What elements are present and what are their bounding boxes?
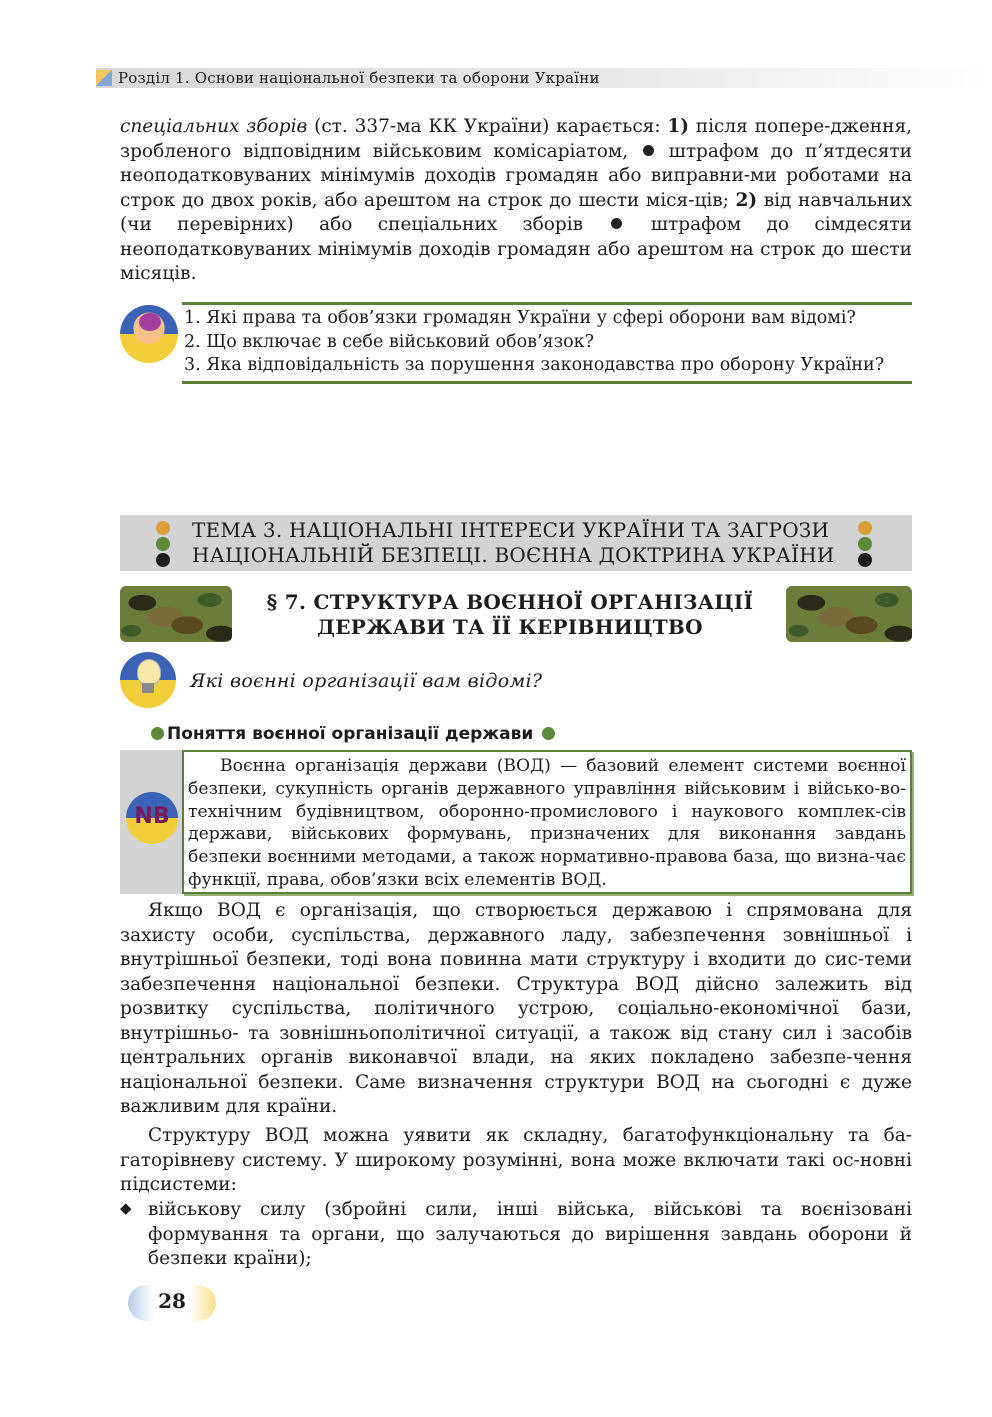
topic-title (192, 518, 852, 568)
dot-icon (858, 537, 872, 551)
bullet-dot-icon (611, 218, 622, 229)
item-number: 2) (735, 189, 758, 211)
nb-badge-text: NB (134, 804, 170, 829)
section-title (240, 590, 780, 640)
question-item: 2. Що включає в себе військовий обов’язок? (184, 331, 594, 352)
running-header-text: Розділ 1. Основи національної безпеки та оборони України (118, 69, 600, 87)
italic-term: спеціальних зборів (120, 116, 308, 137)
head-brain-icon (120, 305, 178, 363)
divider (182, 381, 912, 384)
text-run: від навчальних (чи перевірних) або спеціальних зборів (120, 189, 912, 235)
topic-banner (120, 515, 912, 571)
warmup-question: Які воєнні організації вам відомі? (190, 670, 543, 692)
running-header (96, 68, 992, 88)
nb-badge-icon (126, 792, 178, 844)
dot-icon (156, 521, 170, 535)
paragraph-vod-structure: Якщо ВОД є організація, що створюється державою і спрямована для захисту особи, суспільства, державного ладу, забезпечення зовнішньої і внутрішньої безпеки, тоді вона повинна мати структуру і входити до сис-теми забезпечення національної безпеки. Структура ВОД дійсно залежить від розвитку суспільства, політичного устрою, соціально-економічної бази, внутрішньо- та зовнішньополітичної ситуації, а також від стану сил і засобів центральних органів виконавчої влади, на яких покладено забезпе-чення національної безпеки. Саме визначення структури ВОД на сьогодні є дуже важливим для країни. (120, 900, 912, 1117)
green-dot-icon (542, 727, 555, 740)
camouflage-left-image (120, 586, 232, 642)
dot-icon (858, 553, 872, 567)
topic-dots-left (156, 521, 172, 569)
header-mark-icon (96, 70, 112, 86)
text-run: (ст. 337-ма КК України) карається: (307, 116, 668, 137)
paragraph-subsystems: Структуру ВОД можна уявити як складну, багатофункціональну та ба-гаторівневу систему. У широкому розумінні, вона може включати такі ос-новні підсистеми: (120, 1125, 912, 1195)
paragraph-penalties (120, 115, 912, 287)
diamond-bullet-icon: ◆ (120, 1199, 132, 1217)
concept-heading (148, 723, 558, 745)
topic-title-line: ТЕМА 3. НАЦІОНАЛЬНІ ІНТЕРЕСИ УКРАЇНИ ТА ЗАГРОЗИ (192, 518, 830, 542)
text-run: штрафом до п’ятдесяти неоподатковуваних мінімумів доходів громадян або виправни-ми роботами на строк до двох років, або арештом на строк до шести міся-ців; (120, 140, 912, 211)
camouflage-right-image (786, 586, 912, 642)
page-number: 28 (158, 1289, 186, 1313)
divider (182, 302, 912, 305)
topic-title-line: НАЦІОНАЛЬНІЙ БЕЗПЕЦІ. ВОЄННА ДОКТРИНА УКРАЇНИ (192, 543, 835, 567)
topic-dots-right (858, 521, 874, 569)
dot-icon (858, 521, 872, 535)
dot-icon (156, 537, 170, 551)
section-title-line: § 7. СТРУКТУРА ВОЄННОЇ ОРГАНІЗАЦІЇ (266, 590, 754, 614)
item-number: 1) (667, 116, 690, 137)
list-item: військову силу (збройні сили, інші війська, військові та воєнізовані формування та органи, що залучаються до вирішення завдань оборони й безпеки країни); (148, 1199, 912, 1269)
text-run: після попере-дження, зробленого відповідним військовим комісаріатом, (120, 116, 912, 162)
dot-icon (156, 553, 170, 567)
lightbulb-icon (120, 652, 176, 708)
page-number-badge (128, 1285, 216, 1321)
review-questions (184, 307, 914, 378)
question-item: 3. Яка відповідальність за порушення законодавства про оборону України? (184, 355, 885, 375)
definition-text: Воєнна організація держави (ВОД) — базовий елемент системи воєнної безпеки, сукупність органів державного управління військовим і військо-во-технічним будівництвом, оборонно-промислового і наукового комплек-сів держави, військових формувань, призначених для виконання завдань безпеки воєнними методами, а також нормативно-правова база, що визна-чає функції, права, обов’язки всіх елементів ВОД. (188, 756, 906, 890)
section-title-line: ДЕРЖАВИ ТА ЇЇ КЕРІВНИЦТВО (317, 615, 703, 639)
concept-heading-text: Поняття воєнної організації держави (167, 724, 534, 744)
question-item: 1. Які права та обов’язки громадян України у сфері оборони вам відомі? (184, 308, 856, 328)
bullet-dot-icon (643, 145, 654, 156)
green-dot-icon (151, 727, 164, 740)
text-run: штрафом до сімдесяти неоподатковуваних мінімумів доходів громадян або арештом на строк до шести місяців. (120, 214, 912, 284)
